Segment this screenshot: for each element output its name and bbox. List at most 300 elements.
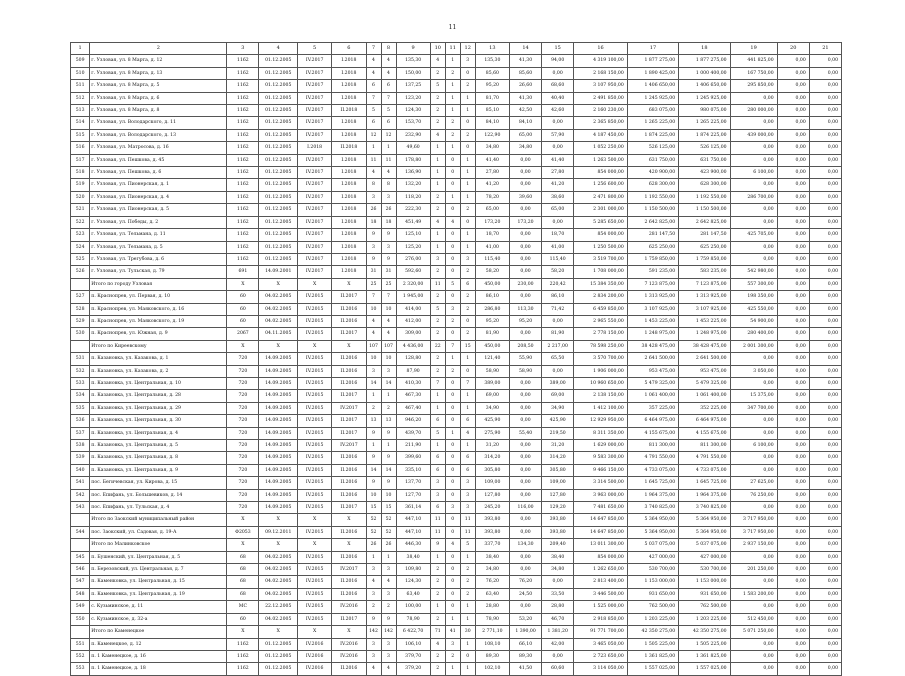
cell-col-1: 537 bbox=[71, 427, 90, 439]
cell-col-21: 0,00 bbox=[809, 526, 841, 538]
cell-col-1: 534 bbox=[71, 390, 90, 402]
cell-col-5: IV.2015 bbox=[298, 303, 332, 315]
cell-col-18: 1 645 725,00 bbox=[679, 477, 730, 489]
cell-col-9: 410,30 bbox=[396, 377, 430, 389]
cell-col-14: 0,00 bbox=[509, 154, 541, 166]
cell-col-1: 509 bbox=[71, 55, 90, 67]
cell-col-12: 1 bbox=[460, 191, 475, 203]
table-row bbox=[71, 204, 842, 216]
cell-col-7: 3 bbox=[366, 650, 381, 662]
cell-col-3: 68 bbox=[227, 564, 259, 576]
cell-col-11: 0 bbox=[445, 241, 460, 253]
cell-col-16: 7 481 650,00 bbox=[574, 502, 628, 514]
cell-col-10: 2 bbox=[430, 92, 445, 104]
cell-col-9: 87,90 bbox=[396, 365, 430, 377]
cell-col-8: 9 bbox=[381, 477, 396, 489]
cell-col-9: 222,30 bbox=[396, 204, 430, 216]
cell-col-9: 309,00 bbox=[396, 328, 430, 340]
cell-col-12: 6 bbox=[460, 464, 475, 476]
cell-col-20: 0,00 bbox=[777, 638, 809, 650]
cell-col-17: 1 153 000,00 bbox=[627, 576, 678, 588]
cell-col-13: 450,00 bbox=[475, 340, 509, 352]
cell-col-2: пос. Епифань, ул. Тульская, д. 4 bbox=[90, 502, 227, 514]
cell-col-21: 0,00 bbox=[809, 663, 841, 675]
cell-col-15: 33,50 bbox=[542, 588, 574, 600]
cell-col-11: 7 bbox=[445, 340, 460, 352]
cell-col-21: 0,00 bbox=[809, 489, 841, 501]
cell-col-1: 517 bbox=[71, 154, 90, 166]
cell-col-5: IV.2017 bbox=[298, 191, 332, 203]
cell-col-4: 04.02.2005 bbox=[259, 303, 298, 315]
cell-col-4: 14.09.2005 bbox=[259, 377, 298, 389]
table-row bbox=[71, 613, 842, 625]
cell-col-15: 28,80 bbox=[542, 601, 574, 613]
cell-col-19: 295 850,00 bbox=[730, 80, 777, 92]
cell-col-20: 0,00 bbox=[777, 402, 809, 414]
cell-col-6: X bbox=[332, 539, 366, 551]
cell-col-17: 7 123 875,00 bbox=[627, 278, 678, 290]
cell-col-14: 55,90 bbox=[509, 353, 541, 365]
cell-col-6: IV.2016 bbox=[332, 601, 366, 613]
cell-col-1: 544 bbox=[71, 526, 90, 538]
cell-col-15: 38,60 bbox=[542, 191, 574, 203]
cell-col-11: 1 bbox=[445, 92, 460, 104]
cell-col-11: 1 bbox=[445, 613, 460, 625]
cell-col-3: 1162 bbox=[227, 142, 259, 154]
cell-col-19: 0,00 bbox=[730, 253, 777, 265]
cell-col-15: 127,80 bbox=[542, 489, 574, 501]
cell-col-20: 0,00 bbox=[777, 477, 809, 489]
cell-col-11: 2 bbox=[445, 315, 460, 327]
cell-col-15: 69,00 bbox=[542, 390, 574, 402]
cell-col-2: п. Казановка, ул. Центральная, д. 28 bbox=[90, 390, 227, 402]
cell-col-18: 1 153 000,00 bbox=[679, 576, 730, 588]
cell-col-10: 11 bbox=[430, 278, 445, 290]
table-row bbox=[71, 526, 842, 538]
cell-col-4: X bbox=[259, 626, 298, 638]
cell-col-4: 01.12.2005 bbox=[259, 204, 298, 216]
cell-col-9: 447,10 bbox=[396, 514, 430, 526]
cell-col-3: 68 bbox=[227, 576, 259, 588]
cell-col-19: 19 bbox=[730, 43, 777, 55]
cell-col-11: 0 bbox=[445, 440, 460, 452]
cell-col-14: 95,20 bbox=[509, 315, 541, 327]
cell-col-4: 01.12.2005 bbox=[259, 67, 298, 79]
cell-col-21: 0,00 bbox=[809, 154, 841, 166]
cell-col-15: 42,60 bbox=[542, 105, 574, 117]
cell-col-12: 15 bbox=[460, 340, 475, 352]
cell-col-16: 2 813 400,00 bbox=[574, 576, 628, 588]
cell-col-11: 1 bbox=[445, 55, 460, 67]
cell-col-9: 137,70 bbox=[396, 477, 430, 489]
cell-col-19: 0,00 bbox=[730, 576, 777, 588]
cell-col-21: 0,00 bbox=[809, 315, 841, 327]
cell-col-6: II.2016 bbox=[332, 477, 366, 489]
cell-col-9: 451,49 bbox=[396, 216, 430, 228]
cell-col-16: 9 583 300,00 bbox=[574, 452, 628, 464]
table-row bbox=[71, 154, 842, 166]
cell-col-16: 1 263 500,00 bbox=[574, 154, 628, 166]
cell-col-10: 1 bbox=[430, 179, 445, 191]
cell-col-19: 542 980,00 bbox=[730, 266, 777, 278]
cell-col-12: 1 bbox=[460, 179, 475, 191]
cell-col-7: 2 bbox=[366, 601, 381, 613]
cell-col-2: г. Узловая, ул. Трегубова, д. 6 bbox=[90, 253, 227, 265]
cell-col-20: 20 bbox=[777, 43, 809, 55]
cell-col-14: 0,00 bbox=[509, 229, 541, 241]
cell-col-21: 0,00 bbox=[809, 278, 841, 290]
cell-col-6: II.2017 bbox=[332, 415, 366, 427]
cell-col-10: 7 bbox=[430, 377, 445, 389]
cell-col-10: 6 bbox=[430, 502, 445, 514]
cell-col-6: I.2018 bbox=[332, 80, 366, 92]
cell-col-11: 0 bbox=[445, 229, 460, 241]
cell-col-7: 1 bbox=[366, 390, 381, 402]
cell-col-2: Итого по Каменецкое bbox=[90, 626, 227, 638]
cell-col-11: 2 bbox=[445, 129, 460, 141]
cell-col-19: 198 350,00 bbox=[730, 291, 777, 303]
cell-col-9: 127,70 bbox=[396, 489, 430, 501]
cell-col-8: 4 bbox=[381, 55, 396, 67]
cell-col-15: 18,70 bbox=[542, 229, 574, 241]
cell-col-12: 1 bbox=[460, 613, 475, 625]
cell-col-21: 0,00 bbox=[809, 340, 841, 352]
table-row bbox=[71, 253, 842, 265]
cell-col-3: 720 bbox=[227, 390, 259, 402]
cell-col-13: 393,80 bbox=[475, 514, 509, 526]
cell-col-19: 0,00 bbox=[730, 663, 777, 675]
cell-col-8: 31 bbox=[381, 266, 396, 278]
cell-col-15: 81,90 bbox=[542, 328, 574, 340]
cell-col-14: 0,00 bbox=[509, 415, 541, 427]
cell-col-6: I.2018 bbox=[332, 92, 366, 104]
cell-col-13: 450,00 bbox=[475, 278, 509, 290]
cell-col-10: 1 bbox=[430, 167, 445, 179]
cell-col-17: 1 890 425,00 bbox=[627, 67, 678, 79]
cell-col-20: 0,00 bbox=[777, 340, 809, 352]
cell-col-8: 7 bbox=[381, 92, 396, 104]
cell-col-16: 1 262 650,00 bbox=[574, 564, 628, 576]
cell-col-12: 1 bbox=[460, 402, 475, 414]
cell-col-16: 1 250 500,00 bbox=[574, 241, 628, 253]
cell-col-20: 0,00 bbox=[777, 328, 809, 340]
cell-col-15: 314,20 bbox=[542, 452, 574, 464]
cell-col-13: 41,20 bbox=[475, 179, 509, 191]
cell-col-3: 1162 bbox=[227, 154, 259, 166]
cell-col-7: 2 bbox=[366, 402, 381, 414]
subtotal-row bbox=[71, 514, 842, 526]
cell-col-21: 0,00 bbox=[809, 129, 841, 141]
cell-col-11: 0 bbox=[445, 253, 460, 265]
cell-col-18: 1 453 225,00 bbox=[679, 315, 730, 327]
cell-col-21: 0,00 bbox=[809, 638, 841, 650]
cell-col-12: 1 bbox=[460, 551, 475, 563]
cell-col-4: 01.12.2005 bbox=[259, 129, 298, 141]
cell-col-2: г. Узловая, ул. Тельмана, д. 11 bbox=[90, 229, 227, 241]
cell-col-14: 55,40 bbox=[509, 427, 541, 439]
cell-col-1: 547 bbox=[71, 576, 90, 588]
cell-col-8: 9 bbox=[381, 452, 396, 464]
cell-col-20: 0,00 bbox=[777, 576, 809, 588]
cell-col-15: 31,20 bbox=[542, 440, 574, 452]
cell-col-2: г. Узловая, ул. Пионерская, д. 4 bbox=[90, 191, 227, 203]
cell-col-19: 76 250,00 bbox=[730, 489, 777, 501]
cell-col-17: 17 bbox=[627, 43, 678, 55]
cell-col-7: 4 bbox=[366, 663, 381, 675]
table-row bbox=[71, 663, 842, 675]
cell-col-19: 425 705,00 bbox=[730, 229, 777, 241]
cell-col-6: II.2016 bbox=[332, 551, 366, 563]
cell-col-4: 22.12.2005 bbox=[259, 601, 298, 613]
cell-col-8: 8 bbox=[381, 179, 396, 191]
cell-col-8: 3 bbox=[381, 638, 396, 650]
cell-col-13: 95,20 bbox=[475, 315, 509, 327]
cell-col-21: 0,00 bbox=[809, 390, 841, 402]
cell-col-14: 113,30 bbox=[509, 303, 541, 315]
cell-col-16: 1 629 000,00 bbox=[574, 440, 628, 452]
cell-col-7: 25 bbox=[366, 278, 381, 290]
cell-col-21: 0,00 bbox=[809, 650, 841, 662]
cell-col-2: г. Узловая, ул. 8 Марта, д. 5 bbox=[90, 80, 227, 92]
cell-col-4: 04.02.2005 bbox=[259, 588, 298, 600]
cell-col-4: 01.12.2005 bbox=[259, 638, 298, 650]
cell-col-20: 0,00 bbox=[777, 464, 809, 476]
cell-col-17: 1 313 925,00 bbox=[627, 291, 678, 303]
cell-col-6: I.2018 bbox=[332, 179, 366, 191]
cell-col-17: 4 791 550,00 bbox=[627, 452, 678, 464]
cell-col-7: 6 bbox=[366, 80, 381, 92]
cell-col-19: 347 700,00 bbox=[730, 402, 777, 414]
cell-col-17: 6 464 975,00 bbox=[627, 415, 678, 427]
cell-col-15: 94,00 bbox=[542, 55, 574, 67]
cell-col-16: 2 778 150,00 bbox=[574, 328, 628, 340]
cell-col-5: IV.2015 bbox=[298, 588, 332, 600]
cell-col-9: 446,30 bbox=[396, 539, 430, 551]
cell-col-12: 0 bbox=[460, 365, 475, 377]
table-body bbox=[71, 43, 842, 676]
cell-col-17: 1 557 025,00 bbox=[627, 663, 678, 675]
cell-col-9: 447,10 bbox=[396, 526, 430, 538]
cell-col-1: 526 bbox=[71, 266, 90, 278]
cell-col-21: 0,00 bbox=[809, 353, 841, 365]
cell-col-3: 1162 bbox=[227, 129, 259, 141]
cell-col-6: II.2018 bbox=[332, 142, 366, 154]
cell-col-13: 27,80 bbox=[475, 167, 509, 179]
cell-col-21: 0,00 bbox=[809, 626, 841, 638]
cell-col-6: I.2018 bbox=[332, 55, 366, 67]
cell-col-13: 78,20 bbox=[475, 191, 509, 203]
cell-col-4: 01.12.2005 bbox=[259, 663, 298, 675]
cell-col-3: 1162 bbox=[227, 204, 259, 216]
cell-col-13: 81,90 bbox=[475, 328, 509, 340]
cell-col-13: 89,30 bbox=[475, 650, 509, 662]
cell-col-19: 0,00 bbox=[730, 601, 777, 613]
cell-col-11: 1 bbox=[445, 353, 460, 365]
cell-col-17: 5 479 325,00 bbox=[627, 377, 678, 389]
cell-col-17: 5 364 950,00 bbox=[627, 526, 678, 538]
cell-col-17: 953 475,00 bbox=[627, 365, 678, 377]
cell-col-6: II.2017 bbox=[332, 328, 366, 340]
cell-col-18: 1 505 225,00 bbox=[679, 638, 730, 650]
table-row bbox=[71, 353, 842, 365]
cell-col-15: 60,60 bbox=[542, 663, 574, 675]
cell-col-19: 2 001 300,00 bbox=[730, 340, 777, 352]
cell-col-14: 42,50 bbox=[509, 105, 541, 117]
cell-col-21: 0,00 bbox=[809, 477, 841, 489]
cell-col-8: 52 bbox=[381, 514, 396, 526]
cell-col-17: 420 900,00 bbox=[627, 167, 678, 179]
cell-col-16: 15 384 350,00 bbox=[574, 278, 628, 290]
cell-col-19: 0,00 bbox=[730, 415, 777, 427]
cell-col-5: IV.2017 bbox=[298, 92, 332, 104]
cell-col-1: 529 bbox=[71, 315, 90, 327]
cell-col-13: 84,10 bbox=[475, 117, 509, 129]
cell-col-3: 2067 bbox=[227, 328, 259, 340]
cell-col-7: 9 bbox=[366, 452, 381, 464]
cell-col-13: 34,80 bbox=[475, 142, 509, 154]
cell-col-6: II.2016 bbox=[332, 489, 366, 501]
cell-col-16: 13 011 300,00 bbox=[574, 539, 628, 551]
cell-col-21: 0,00 bbox=[809, 179, 841, 191]
cell-col-4: X bbox=[259, 539, 298, 551]
cell-col-6: II.2016 bbox=[332, 576, 366, 588]
cell-col-6: II.2017 bbox=[332, 390, 366, 402]
cell-col-9: 118,20 bbox=[396, 191, 430, 203]
cell-col-19: 439 000,00 bbox=[730, 129, 777, 141]
subtotal-row bbox=[71, 278, 842, 290]
cell-col-3: X bbox=[227, 278, 259, 290]
cell-col-17: 683 075,00 bbox=[627, 105, 678, 117]
cell-col-17: 762 500,00 bbox=[627, 601, 678, 613]
cell-col-6: X bbox=[332, 626, 366, 638]
cell-col-21: 0,00 bbox=[809, 415, 841, 427]
cell-col-20: 0,00 bbox=[777, 551, 809, 563]
cell-col-18: 42 350 275,00 bbox=[679, 626, 730, 638]
cell-col-3: Ф2053 bbox=[227, 526, 259, 538]
cell-col-9: 399,60 bbox=[396, 452, 430, 464]
cell-col-8: 10 bbox=[381, 489, 396, 501]
cell-col-20: 0,00 bbox=[777, 216, 809, 228]
cell-col-12: 2 bbox=[460, 588, 475, 600]
cell-col-20: 0,00 bbox=[777, 229, 809, 241]
cell-col-12: 1 bbox=[460, 229, 475, 241]
cell-col-14: 0,00 bbox=[509, 328, 541, 340]
cell-col-8: 142 bbox=[381, 626, 396, 638]
cell-col-2: г. Узловая, ул. Володарского, д. 11 bbox=[90, 117, 227, 129]
cell-col-20: 0,00 bbox=[777, 105, 809, 117]
table-row bbox=[71, 564, 842, 576]
cell-col-20: 0,00 bbox=[777, 191, 809, 203]
cell-col-3: 720 bbox=[227, 502, 259, 514]
cell-col-13: 85,10 bbox=[475, 105, 509, 117]
cell-col-13: 337,70 bbox=[475, 539, 509, 551]
cell-col-18: 1 248 975,00 bbox=[679, 328, 730, 340]
cell-col-11: 0 bbox=[445, 514, 460, 526]
table-row bbox=[71, 229, 842, 241]
cell-col-16: 78 598 250,00 bbox=[574, 340, 628, 352]
cell-col-19: 0,00 bbox=[730, 142, 777, 154]
cell-col-17: 811 300,00 bbox=[627, 440, 678, 452]
cell-col-20: 0,00 bbox=[777, 390, 809, 402]
cell-col-20: 0,00 bbox=[777, 601, 809, 613]
cell-col-2: пос. Бегичевская, ул. Кирова, д. 15 bbox=[90, 477, 227, 489]
cell-col-15: 41,00 bbox=[542, 241, 574, 253]
cell-col-18: 2 642 825,00 bbox=[679, 216, 730, 228]
cell-col-13: 286,80 bbox=[475, 303, 509, 315]
cell-col-1: 543 bbox=[71, 502, 90, 514]
cell-col-12: 1 bbox=[460, 167, 475, 179]
cell-col-5: IV.2016 bbox=[298, 638, 332, 650]
cell-col-15: 65,50 bbox=[542, 353, 574, 365]
cell-col-10: 2 bbox=[430, 105, 445, 117]
cell-col-18: 4 733 075,00 bbox=[679, 464, 730, 476]
cell-col-9: 467,30 bbox=[396, 390, 430, 402]
cell-col-5: IV.2015 bbox=[298, 353, 332, 365]
cell-col-9: 592,60 bbox=[396, 266, 430, 278]
cell-col-11: 0 bbox=[445, 402, 460, 414]
cell-col-14: 0,00 bbox=[509, 601, 541, 613]
cell-col-17: 281 147,50 bbox=[627, 229, 678, 241]
cell-col-1 bbox=[71, 539, 90, 551]
table-row bbox=[71, 117, 842, 129]
cell-col-9: 135,30 bbox=[396, 55, 430, 67]
cell-col-2: п. Краснопрев, ул. Первая, д. 10 bbox=[90, 291, 227, 303]
cell-col-14: 34,80 bbox=[509, 142, 541, 154]
cell-col-10: 6 bbox=[430, 464, 445, 476]
cell-col-12: 2 bbox=[460, 564, 475, 576]
cell-col-7: 4 bbox=[366, 167, 381, 179]
cell-col-12: 2 bbox=[460, 328, 475, 340]
cell-col-12: 0 bbox=[460, 67, 475, 79]
cell-col-5: IV.2015 bbox=[298, 489, 332, 501]
cell-col-19: 512 450,00 bbox=[730, 613, 777, 625]
table-row bbox=[71, 80, 842, 92]
cell-col-17: 931 650,00 bbox=[627, 588, 678, 600]
cell-col-16: 3 446 500,00 bbox=[574, 588, 628, 600]
cell-col-2: п. Казановка, ул. Центральная, д. 30 bbox=[90, 415, 227, 427]
cell-col-17: 4 155 675,00 bbox=[627, 427, 678, 439]
cell-col-17: 1 245 925,00 bbox=[627, 92, 678, 104]
cell-col-5: X bbox=[298, 514, 332, 526]
cell-col-11: 0 bbox=[445, 154, 460, 166]
cell-col-20: 0,00 bbox=[777, 142, 809, 154]
cell-col-14: 0,00 bbox=[509, 291, 541, 303]
cell-col-3: 720 bbox=[227, 415, 259, 427]
cell-col-4: 4 bbox=[259, 43, 298, 55]
cell-col-9: 467,40 bbox=[396, 402, 430, 414]
cell-col-4: 14.09.2005 bbox=[259, 502, 298, 514]
cell-col-9: 124,30 bbox=[396, 105, 430, 117]
subtotal-row bbox=[71, 626, 842, 638]
cell-col-11: 0 bbox=[445, 564, 460, 576]
table-row bbox=[71, 650, 842, 662]
cell-col-5: IV.2017 bbox=[298, 55, 332, 67]
cell-col-14: 173,20 bbox=[509, 216, 541, 228]
cell-col-14: 0,00 bbox=[509, 489, 541, 501]
cell-col-4: X bbox=[259, 340, 298, 352]
cell-col-18: 352 225,00 bbox=[679, 402, 730, 414]
cell-col-11: 0 bbox=[445, 291, 460, 303]
cell-col-1 bbox=[71, 278, 90, 290]
cell-col-14: 58,90 bbox=[509, 365, 541, 377]
cell-col-14: 116,00 bbox=[509, 502, 541, 514]
cell-col-5: IV.2015 bbox=[298, 291, 332, 303]
cell-col-10: 1 bbox=[430, 390, 445, 402]
cell-col-20: 0,00 bbox=[777, 613, 809, 625]
cell-col-20: 0,00 bbox=[777, 489, 809, 501]
cell-col-8: 9 bbox=[381, 427, 396, 439]
cell-col-21: 0,00 bbox=[809, 253, 841, 265]
